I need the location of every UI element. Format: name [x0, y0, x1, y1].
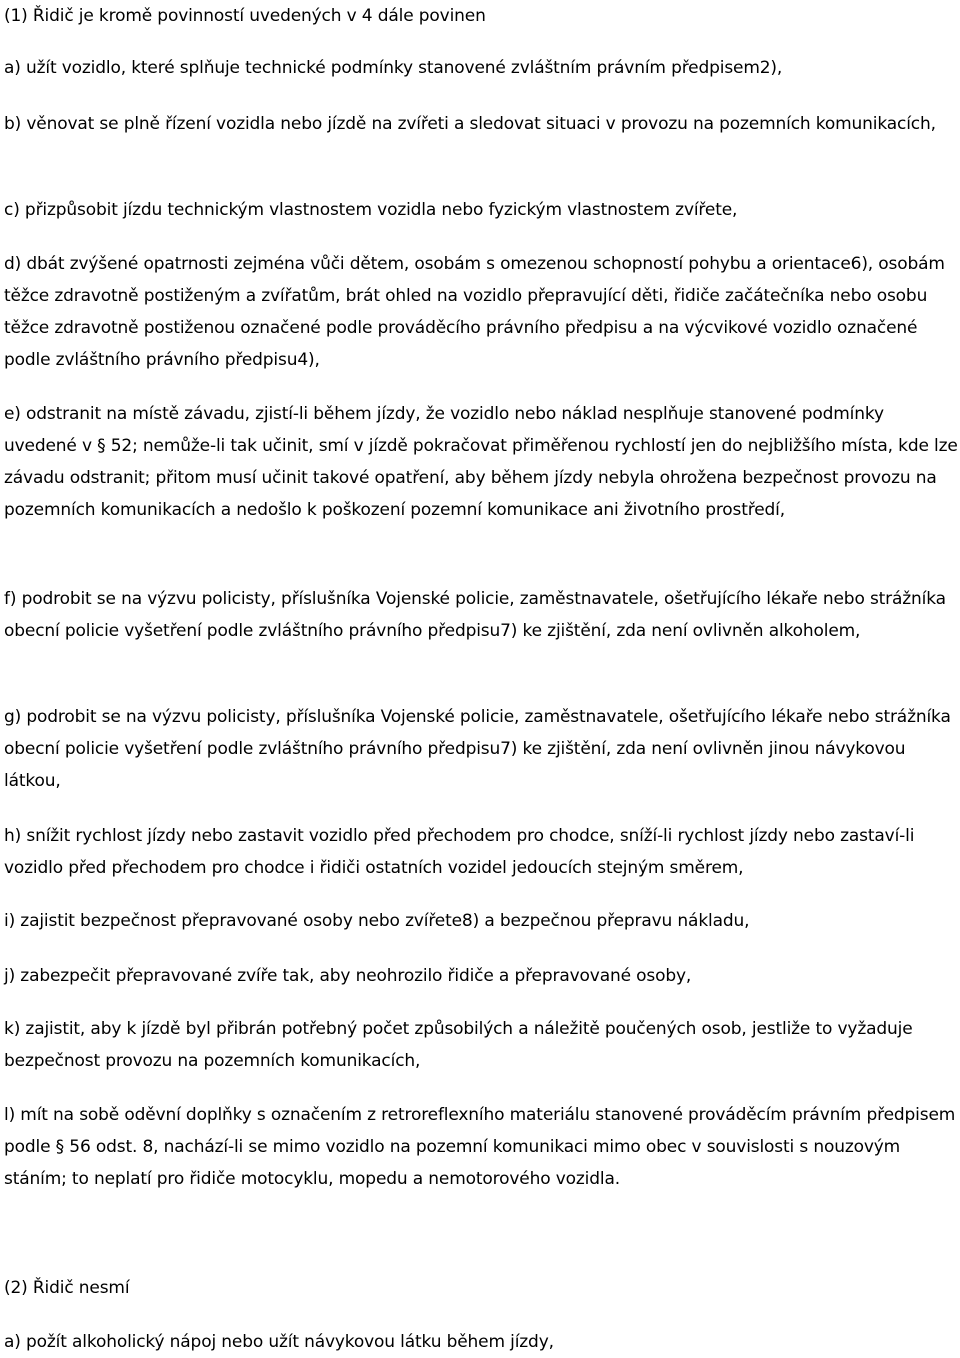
section1-item-j: j) zabezpečit přepravované zvíře tak, aby neohrozilo řidiče a přepravované osoby, [4, 966, 692, 986]
section1-item-a: a) užít vozidlo, které splňuje technické podmínky stanovené zvláštním právním předpisem2), [4, 58, 783, 78]
section1-item-c: c) přizpůsobit jízdu technickým vlastnostem vozidla nebo fyzickým vlastnostem zvířete, [4, 200, 738, 220]
section1-heading: (1) Řidič je kromě povinností uvedených v 4 dále povinen [4, 6, 486, 26]
section1-item-i: i) zajistit bezpečnost přepravované osoby nebo zvířete8) a bezpečnou přepravu nákladu, [4, 911, 750, 931]
section1-item-d: d) dbát zvýšené opatrnosti zejména vůči dětem, osobám s omezenou schopností pohybu a orientace6), osobám těžce zdravotně postiženým a zvířatům, brát ohled na vozidlo přepravující děti, řidiče začátečníka nebo osobu těžce zdravotně postiženou označené podle prováděcího právního předpisu a na výcvikové vozidlo označené podle zvláštního právního předpisu4), [4, 254, 945, 370]
section2-item-a: a) požít alkoholický nápoj nebo užít návykovou látku během jízdy, [4, 1332, 554, 1352]
section1-item-h: h) snížit rychlost jízdy nebo zastavit vozidlo před přechodem pro chodce, sníží-li rychlost jízdy nebo zastaví-li vozidlo před přechodem pro chodce i řidiči ostatních vozidel jedoucích stejným směrem, [4, 826, 915, 878]
section1-item-e: e) odstranit na místě závadu, zjistí-li během jízdy, že vozidlo nebo náklad nesplňuje stanovené podmínky uvedené v § 52; nemůže-li tak učinit, smí v jízdě pokračovat přiměřenou rychlostí jen do nejbližšího místa, kde lze závadu odstranit; přitom musí učinit takové opatření, aby během jízdy nebyla ohrožena bezpečnost provozu na pozemních komunikacích a nedošlo k poškození pozemní komunikace ani životního prostředí, [4, 404, 958, 520]
section1-item-f: f) podrobit se na výzvu policisty, příslušníka Vojenské policie, zaměstnavatele, ošetřujícího lékaře nebo strážníka obecní policie vyšetření podle zvláštního právního předpisu7) ke zjištění, zda není ovlivněn alkoholem, [4, 589, 946, 641]
section1-item-g: g) podrobit se na výzvu policisty, příslušníka Vojenské policie, zaměstnavatele, ošetřujícího lékaře nebo strážníka obecní policie vyšetření podle zvláštního právního předpisu7) ke zjištění, zda není ovlivněn jinou návykovou látkou, [4, 707, 951, 791]
document-page [4, 0, 958, 1357]
section1-item-k: k) zajistit, aby k jízdě byl přibrán potřebný počet způsobilých a náležitě poučených osob, jestliže to vyžaduje bezpečnost provozu na pozemních komunikacích, [4, 1019, 913, 1071]
section1-item-l: l) mít na sobě oděvní doplňky s označením z retroreflexního materiálu stanovené prováděcím právním předpisem podle § 56 odst. 8, nachází-li se mimo vozidlo na pozemní komunikaci mimo obec v souvislosti s nouzovým stáním; to neplatí pro řidiče motocyklu, mopedu a nemotorového vozidla. [4, 1105, 956, 1189]
section1-item-b: b) věnovat se plně řízení vozidla nebo jízdě na zvířeti a sledovat situaci v provozu na pozemních komunikacích, [4, 114, 936, 134]
section2-heading: (2) Řidič nesmí [4, 1278, 130, 1298]
